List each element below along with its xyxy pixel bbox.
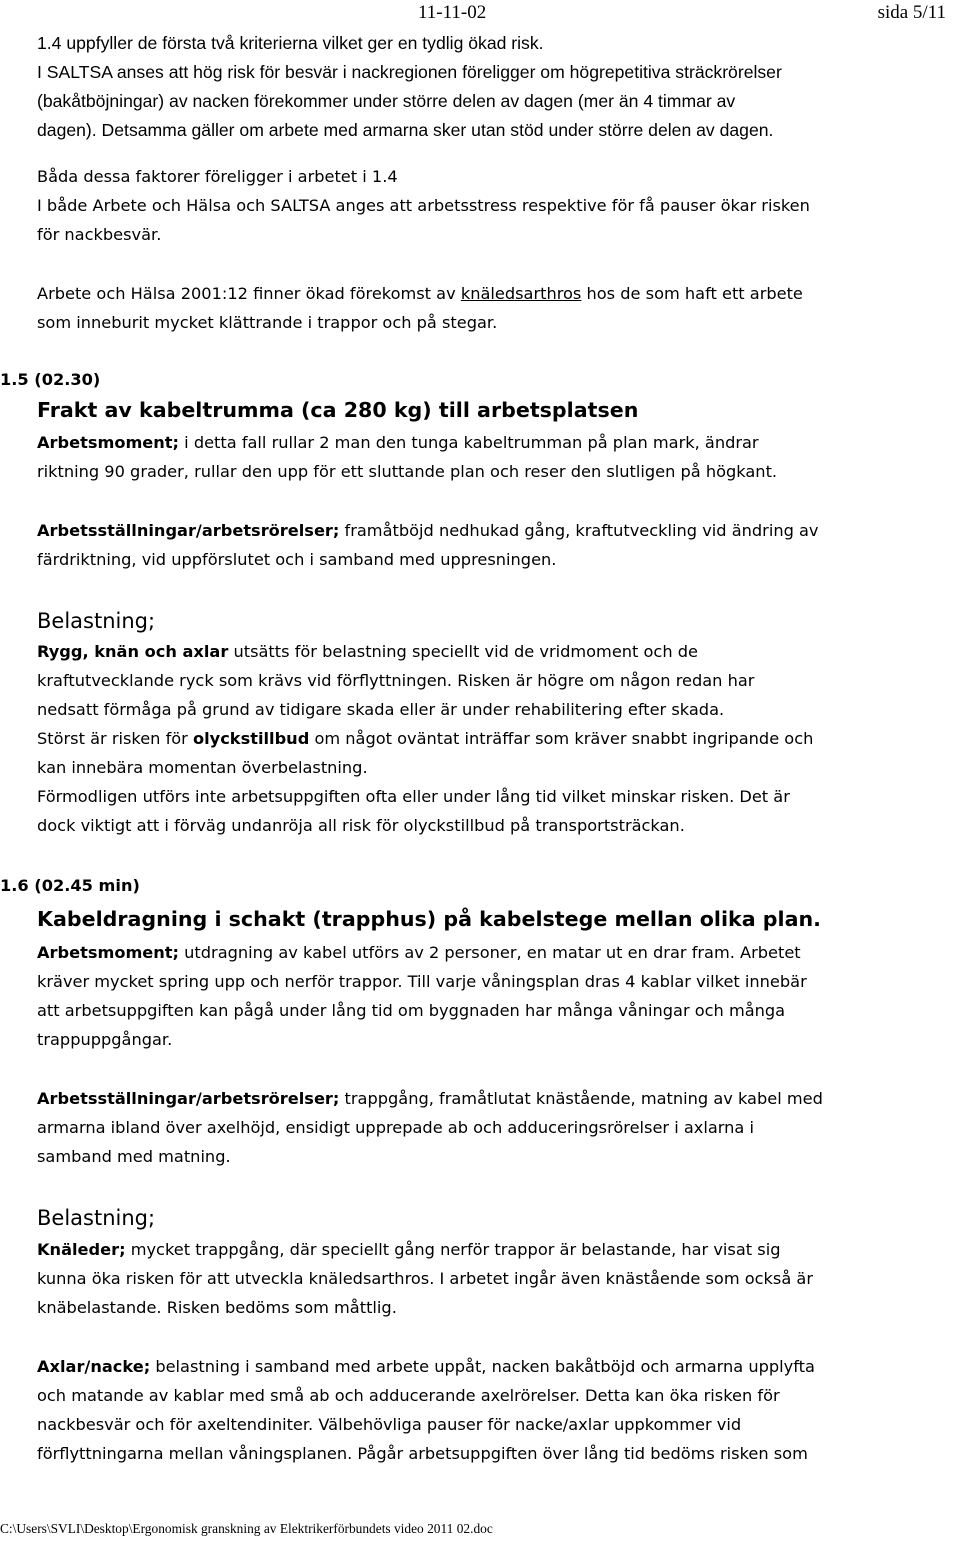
- load-text: Störst är risken för: [37, 729, 193, 748]
- posture-line: färdriktning, vid uppförslutet och i samband med uppresningen.: [37, 550, 557, 569]
- header-page-number: sida 5/11: [877, 2, 946, 23]
- section-1-6-posture: [37, 1084, 959, 1171]
- load-emphasis: olyckstillbud: [192, 729, 310, 748]
- load-line: [37, 637, 959, 666]
- knee-text: hos de som haft ett arbete: [581, 284, 803, 303]
- section-1-5-load-heading: Belastning;: [37, 609, 156, 633]
- posture-label: Arbetsställningar/arbetsrörelser;: [37, 521, 340, 540]
- knee-load-line: knäbelastande. Risken bedöms som måttlig.: [37, 1298, 397, 1317]
- intro-line: I SALTSA anses att hög risk för besvär i nackregionen föreligger om högrepetitiva sträckrörelser: [37, 62, 782, 82]
- knee-load-line: kunna öka risken för att utveckla knäledsarthros. I arbetet ingår även knästående som också är: [37, 1269, 813, 1288]
- moment-text: utdragning av kabel utförs av 2 personer, en matar ut en drar fram. Arbetet: [179, 943, 801, 962]
- posture-label: Arbetsställningar/arbetsrörelser;: [37, 1089, 340, 1108]
- section-1-6-load-heading: Belastning;: [37, 1206, 156, 1230]
- load-text: om något oväntat inträffar som kräver snabbt ingripande och: [309, 729, 814, 748]
- intro-paragraph: [37, 29, 959, 145]
- load-line: kraftutvecklande ryck som krävs vid förflyttningen. Risken är högre om någon redan har: [37, 671, 755, 690]
- section-1-5-number: 1.5 (02.30): [0, 370, 101, 389]
- knee-load-line: [37, 1235, 959, 1264]
- shoulder-load-text: belastning i samband med arbete uppåt, nacken bakåtböjd och armarna upplyfta: [150, 1357, 815, 1376]
- section-1-5-moment: [37, 428, 959, 486]
- header-date: 11-11-02: [418, 2, 487, 23]
- section-1-6-title: Kabeldragning i schakt (trapphus) på kabelstege mellan olika plan.: [37, 907, 821, 931]
- load-text: utsätts för belastning speciellt vid de vridmoment och de: [228, 642, 698, 661]
- shoulder-load-line: [37, 1352, 959, 1381]
- intro-line: I både Arbete och Hälsa och SALTSA anges att arbetsstress respektive för få pauser ökar risken: [37, 196, 810, 215]
- intro-line: dagen). Detsamma gäller om arbete med armarna sker utan stöd under större delen av dagen.: [37, 120, 774, 140]
- section-1-6-number: 1.6 (02.45 min): [0, 876, 140, 895]
- moment-line: trappuppgångar.: [37, 1030, 173, 1049]
- posture-line: armarna ibland över axelhöjd, ensidigt upprepade ab och adduceringsrörelser i axlarna i: [37, 1118, 754, 1137]
- shoulder-load-line: och matande av kablar med små ab och adducerande axelrörelser. Detta kan öka risken för: [37, 1386, 780, 1405]
- posture-line: [37, 516, 959, 545]
- section-1-6-moment: [37, 938, 959, 1054]
- section-1-5-load: [37, 637, 959, 840]
- knee-load-label: Knäleder;: [37, 1240, 126, 1259]
- moment-text: i detta fall rullar 2 man den tunga kabeltrumman på plan mark, ändrar: [179, 433, 759, 452]
- knee-text: Arbete och Hälsa 2001:12 finner ökad förekomst av: [37, 284, 461, 303]
- load-line: nedsatt förmåga på grund av tidigare skada eller är under rehabilitering efter skada.: [37, 700, 725, 719]
- shoulder-load-line: förflyttningarna mellan våningsplanen. Pågår arbetsuppgiften över lång tid bedöms risken som: [37, 1444, 808, 1463]
- load-line: dock viktigt att i förväg undanröja all risk för olyckstillbud på transportsträckan.: [37, 816, 685, 835]
- posture-text: trappgång, framåtlutat knästående, matning av kabel med: [339, 1089, 823, 1108]
- knee-line: [37, 279, 959, 308]
- knee-load-text: mycket trappgång, där speciellt gång nerför trappor är belastande, har visat sig: [125, 1240, 781, 1259]
- load-line: kan innebära momentan överbelastning.: [37, 758, 368, 777]
- moment-label: Arbetsmoment;: [37, 943, 180, 962]
- knee-line: som inneburit mycket klättrande i trappor och på stegar.: [37, 313, 498, 332]
- intro-line: 1.4 uppfyller de första två kriterierna vilket ger en tydlig ökad risk.: [37, 33, 544, 53]
- knee-paragraph: [37, 279, 959, 337]
- section-1-6-shoulder-load: [37, 1352, 959, 1468]
- moment-line: [37, 938, 959, 967]
- footer-file-path: C:\Users\SVLI\Desktop\Ergonomisk granskning av Elektrikerförbundets video 2011 02.doc: [0, 1521, 493, 1536]
- knee-term: knäledsarthros: [460, 284, 582, 303]
- moment-line: att arbetsuppgiften kan pågå under lång tid om byggnaden har många våningar och många: [37, 1001, 786, 1020]
- load-line: [37, 724, 959, 753]
- posture-line: samband med matning.: [37, 1147, 231, 1166]
- section-1-5-posture: [37, 516, 959, 574]
- intro-line: (bakåtböjningar) av nacken förekommer under större delen av dagen (mer än 4 timmar av: [37, 91, 736, 111]
- intro-line: Båda dessa faktorer föreligger i arbetet i 1.4: [37, 167, 398, 186]
- shoulder-load-label: Axlar/nacke;: [37, 1357, 151, 1376]
- posture-line: [37, 1084, 959, 1113]
- moment-line: riktning 90 grader, rullar den upp för ett sluttande plan och reser den slutligen på högkant.: [37, 462, 778, 481]
- shoulder-load-line: nackbesvär och för axeltendiniter. Välbehövliga pauser för nacke/axlar uppkommer vid: [37, 1415, 742, 1434]
- load-label: Rygg, knän och axlar: [37, 642, 229, 661]
- intro-line: för nackbesvär.: [37, 225, 162, 244]
- load-line: Förmodligen utförs inte arbetsuppgiften ofta eller under lång tid vilket minskar risken. Det är: [37, 787, 790, 806]
- section-1-5-title: Frakt av kabeltrumma (ca 280 kg) till arbetsplatsen: [37, 398, 639, 422]
- section-1-6-knee-load: [37, 1235, 959, 1322]
- intro-paragraph-continued: [37, 162, 959, 249]
- moment-label: Arbetsmoment;: [37, 433, 180, 452]
- moment-line: kräver mycket spring upp och nerför trappor. Till varje våningsplan dras 4 kablar vilket innebär: [37, 972, 807, 991]
- moment-line: [37, 428, 959, 457]
- posture-text: framåtböjd nedhukad gång, kraftutveckling vid ändring av: [339, 521, 819, 540]
